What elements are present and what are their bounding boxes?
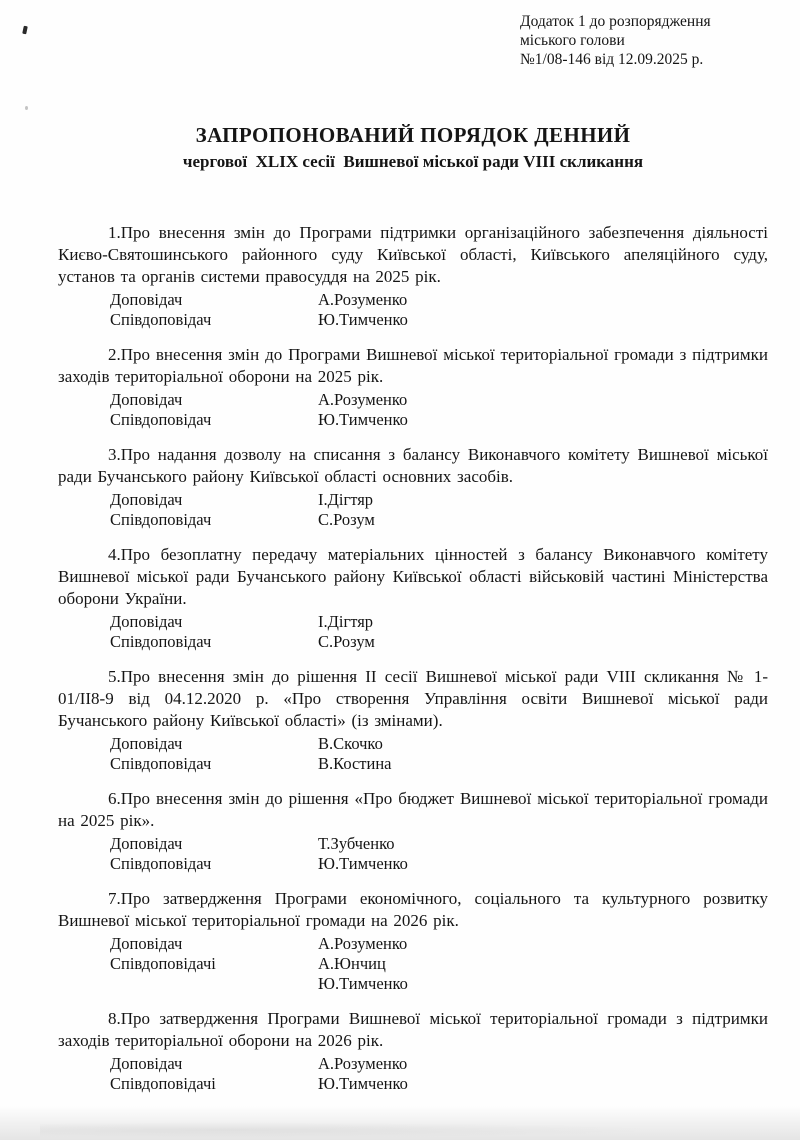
speaker-name: Ю.Тимченко bbox=[318, 1074, 408, 1093]
speaker-role: Співдоповідач bbox=[110, 510, 212, 529]
speaker-role: Співдоповідач bbox=[110, 310, 212, 329]
speaker-role: Доповідач bbox=[110, 1054, 183, 1073]
speaker-row bbox=[110, 510, 768, 530]
agenda-item-text: 2.Про внесення змін до Програми Вишневої міської територіальної громади з підтримки заходів територіальної оборони на 2025 рік. bbox=[58, 345, 768, 386]
speaker-role: Співдоповідач bbox=[110, 632, 212, 651]
speaker-role: Доповідач bbox=[110, 834, 183, 853]
speakers-block bbox=[110, 1054, 768, 1094]
annex-line: Додаток 1 до розпорядження bbox=[520, 13, 711, 30]
speakers-block bbox=[110, 734, 768, 774]
speaker-role: Доповідач bbox=[110, 390, 183, 409]
speaker-name: Т.Зубченко bbox=[318, 834, 395, 853]
speaker-role: Співдоповідачі bbox=[110, 954, 216, 973]
speaker-row bbox=[110, 754, 768, 774]
speakers-block bbox=[110, 934, 768, 994]
speaker-row bbox=[110, 390, 768, 410]
agenda-item bbox=[58, 444, 768, 530]
speaker-row bbox=[110, 934, 768, 954]
speaker-name: Ю.Тимченко bbox=[318, 410, 408, 429]
speaker-role: Співдоповідач bbox=[110, 754, 212, 773]
speaker-name: Ю.Тимченко bbox=[318, 310, 408, 329]
speaker-row bbox=[110, 632, 768, 652]
scan-artifact-band bbox=[0, 1106, 800, 1140]
speaker-row bbox=[110, 612, 768, 632]
scan-artifact-speck bbox=[22, 26, 28, 35]
speaker-role: Співдоповідач bbox=[110, 410, 212, 429]
speakers-block bbox=[110, 390, 768, 430]
speaker-row bbox=[110, 1074, 768, 1094]
speaker-name: В.Костина bbox=[318, 754, 392, 773]
scan-artifact-speck bbox=[25, 106, 28, 110]
annex-line: №1/08-146 від 12.09.2025 р. bbox=[520, 51, 704, 68]
speaker-row bbox=[110, 974, 768, 994]
speaker-role: Співдоповідач bbox=[110, 854, 212, 873]
speaker-row bbox=[110, 310, 768, 330]
agenda-item bbox=[58, 788, 768, 874]
document-annex-header bbox=[520, 12, 770, 69]
agenda-item-text: 1.Про внесення змін до Програми підтримки організаційного забезпечення діяльності Києво-Святошинського районного суду Київської області, Київського апеляційного суду, установ та органів системи правосуддя на 2025 рік. bbox=[58, 223, 768, 286]
speaker-name: А.Розуменко bbox=[318, 390, 408, 409]
speaker-row bbox=[110, 290, 768, 310]
speaker-name: С.Розум bbox=[318, 510, 375, 529]
speaker-role: Доповідач bbox=[110, 734, 183, 753]
agenda-item bbox=[58, 888, 768, 994]
speaker-row bbox=[110, 734, 768, 754]
agenda-item bbox=[58, 666, 768, 774]
speaker-role: Співдоповідачі bbox=[110, 1074, 216, 1093]
speaker-role: Доповідач bbox=[110, 490, 183, 509]
agenda-item bbox=[58, 1008, 768, 1094]
speakers-block bbox=[110, 612, 768, 652]
agenda-item-text: 4.Про безоплатну передачу матеріальних цінностей з балансу Виконавчого комітету Вишневої міської ради Бучанського району Київської області військовій частині Міністерства оборони України. bbox=[58, 545, 768, 608]
agenda-item bbox=[58, 544, 768, 652]
speaker-name: Ю.Тимченко bbox=[318, 974, 408, 993]
speaker-name: А.Розуменко bbox=[318, 934, 408, 953]
speaker-row bbox=[110, 410, 768, 430]
speaker-row bbox=[110, 954, 768, 974]
speaker-name: А.Юнчиц bbox=[318, 954, 386, 973]
agenda-item-text: 8.Про затвердження Програми Вишневої міської територіальної громади з підтримки заходів територіальної оборони на 2026 рік. bbox=[58, 1009, 768, 1050]
speaker-name: І.Дігтяр bbox=[318, 490, 374, 509]
agenda-item-text: 5.Про внесення змін до рішення II сесії Вишневої міської ради VIII скликання № 1-01/II8-9 від 04.12.2020 р. «Про створення Управління освіти Вишневої міської ради Бучанського району Київської області» (із змінами). bbox=[58, 667, 768, 730]
speaker-name: В.Скочко bbox=[318, 734, 383, 753]
speakers-block bbox=[110, 834, 768, 874]
speaker-name: А.Розуменко bbox=[318, 290, 408, 309]
speaker-row bbox=[110, 854, 768, 874]
speakers-block bbox=[110, 490, 768, 530]
agenda-item-text: 3.Про надання дозволу на списання з балансу Виконавчого комітету Вишневої міської ради Бучанського району Київської області основних засобів. bbox=[58, 445, 768, 486]
agenda-item-text: 7.Про затвердження Програми економічного, соціального та культурного розвитку Вишневої міської територіальної громади на 2026 рік. bbox=[58, 889, 768, 930]
agenda-item-text: 6.Про внесення змін до рішення «Про бюджет Вишневої міської територіальної громади на 2025 рік». bbox=[58, 789, 768, 830]
agenda-item bbox=[58, 344, 768, 430]
speaker-name: А.Розуменко bbox=[318, 1054, 408, 1073]
annex-line: міського голови bbox=[520, 32, 625, 49]
speaker-row bbox=[110, 834, 768, 854]
speaker-role: Доповідач bbox=[110, 612, 183, 631]
speaker-role bbox=[110, 974, 318, 994]
speaker-name: І.Дігтяр bbox=[318, 612, 374, 631]
speaker-row bbox=[110, 1054, 768, 1074]
scan-artifact-smudge bbox=[40, 1122, 660, 1138]
agenda-item bbox=[58, 222, 768, 330]
agenda-list bbox=[58, 222, 768, 1094]
page-title: ЗАПРОПОНОВАНИЙ ПОРЯДОК ДЕННИЙ bbox=[195, 123, 631, 147]
speakers-block bbox=[110, 290, 768, 330]
page-subtitle: чергової XLIX сесії Вишневої міської ради VIII скликання bbox=[182, 152, 644, 171]
speaker-row bbox=[110, 490, 768, 510]
speaker-role: Доповідач bbox=[110, 290, 183, 309]
speaker-name: С.Розум bbox=[318, 632, 375, 651]
speaker-role: Доповідач bbox=[110, 934, 183, 953]
speaker-name: Ю.Тимченко bbox=[318, 854, 408, 873]
